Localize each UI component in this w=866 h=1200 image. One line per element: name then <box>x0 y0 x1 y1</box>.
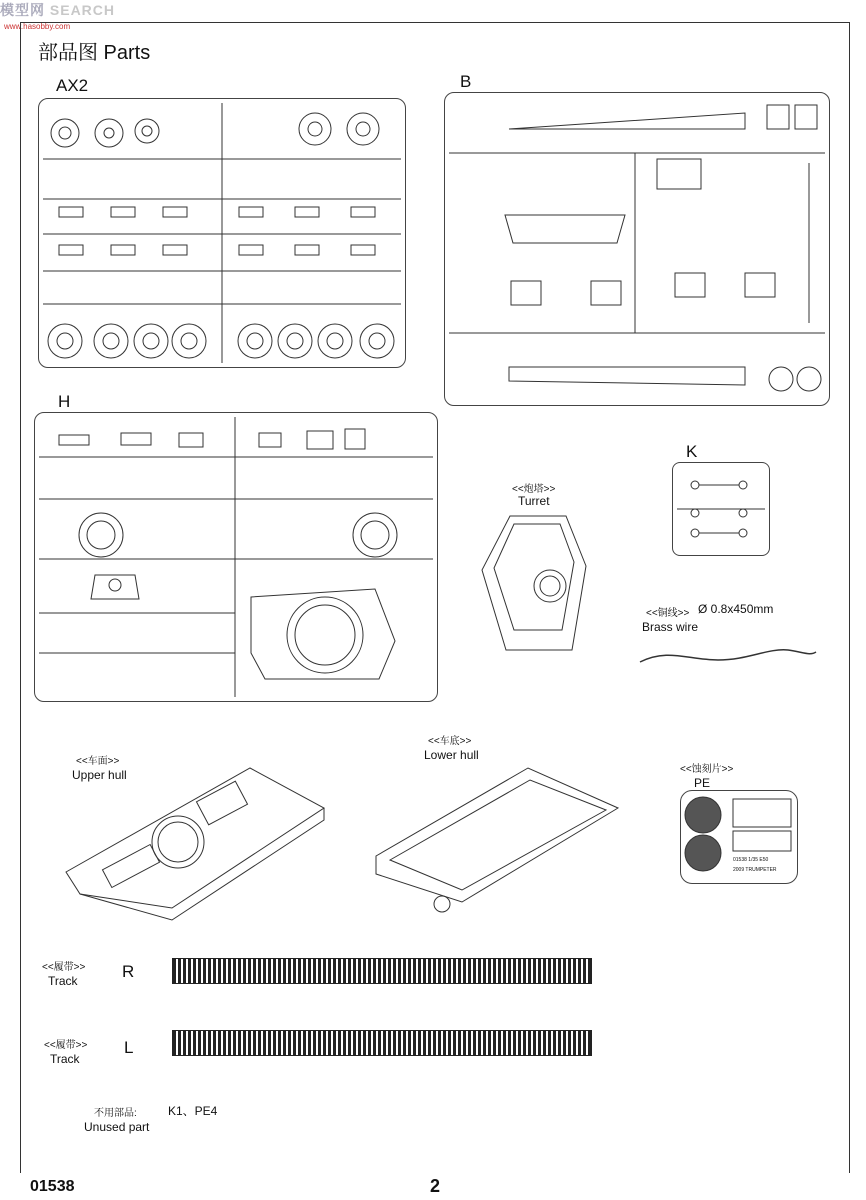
sprue-ax2-label: AX2 <box>56 76 89 95</box>
brass-wire-caption: Brass wire <box>642 620 699 634</box>
lower-hull-cn-caption: <<车底>> <box>428 736 472 747</box>
sprue-h-label: H <box>58 392 71 411</box>
watermark-logo <box>0 0 115 20</box>
sprue-h <box>34 412 438 702</box>
sprue-k-drawing <box>673 463 769 555</box>
sprue-k-label: K <box>686 442 698 461</box>
unused-parts-list: K1、PE4 <box>168 1104 218 1118</box>
lower-hull-drawing <box>370 764 620 914</box>
track-l-cn-caption: <<履带>> <box>44 1040 88 1051</box>
track-l-strip <box>172 1030 592 1056</box>
turret-drawing <box>470 510 600 658</box>
brass-wire-spec: Ø 0.8x450mm <box>698 602 774 616</box>
sprue-b-drawing <box>445 93 829 405</box>
upper-hull-cn-caption: <<车面>> <box>76 756 120 767</box>
pe-cn-caption: <<蚀刻片>> <box>680 764 734 775</box>
page-number: 2 <box>430 1176 441 1196</box>
watermark-url: www.hasobby.com <box>4 22 71 31</box>
pe-fret-text1: 01538 1/35 E50 <box>733 857 769 863</box>
unused-caption: Unused part <box>84 1120 150 1134</box>
sprue-k <box>672 462 770 556</box>
sprue-pe-label: PE <box>694 776 711 790</box>
brass-wire-drawing <box>638 640 818 672</box>
track-r-cn-caption: <<履带>> <box>42 962 86 973</box>
sprue-ax2 <box>38 98 406 368</box>
sprue-ax2-drawing <box>39 99 405 367</box>
page-title: 部品图 Parts <box>38 42 151 64</box>
track-l-caption: Track <box>50 1052 80 1066</box>
brass-wire-cn-caption: <<铜线>> <box>646 608 690 619</box>
upper-hull-caption: Upper hull <box>72 768 127 782</box>
lower-hull-caption: Lower hull <box>424 748 479 762</box>
sprue-h-drawing <box>35 413 437 701</box>
watermark-cn: 模型网 <box>0 2 45 18</box>
track-l-side-label: L <box>124 1038 134 1057</box>
product-code: 01538 <box>30 1178 75 1195</box>
watermark-text: SEARCH <box>49 2 116 18</box>
turret-caption: Turret <box>518 494 550 508</box>
unused-cn-caption: 不用部品: <box>94 1108 137 1119</box>
upper-hull-drawing <box>60 764 330 924</box>
pe-fret-text2: 2009 TRUMPETER <box>733 867 777 873</box>
track-r-strip <box>172 958 592 984</box>
track-r-side-label: R <box>122 962 135 981</box>
sprue-b-label: B <box>460 72 472 91</box>
pe-fret <box>680 790 798 884</box>
sprue-b <box>444 92 830 406</box>
track-r-caption: Track <box>48 974 78 988</box>
turret-cn-caption: <<炮塔>> <box>512 484 556 495</box>
